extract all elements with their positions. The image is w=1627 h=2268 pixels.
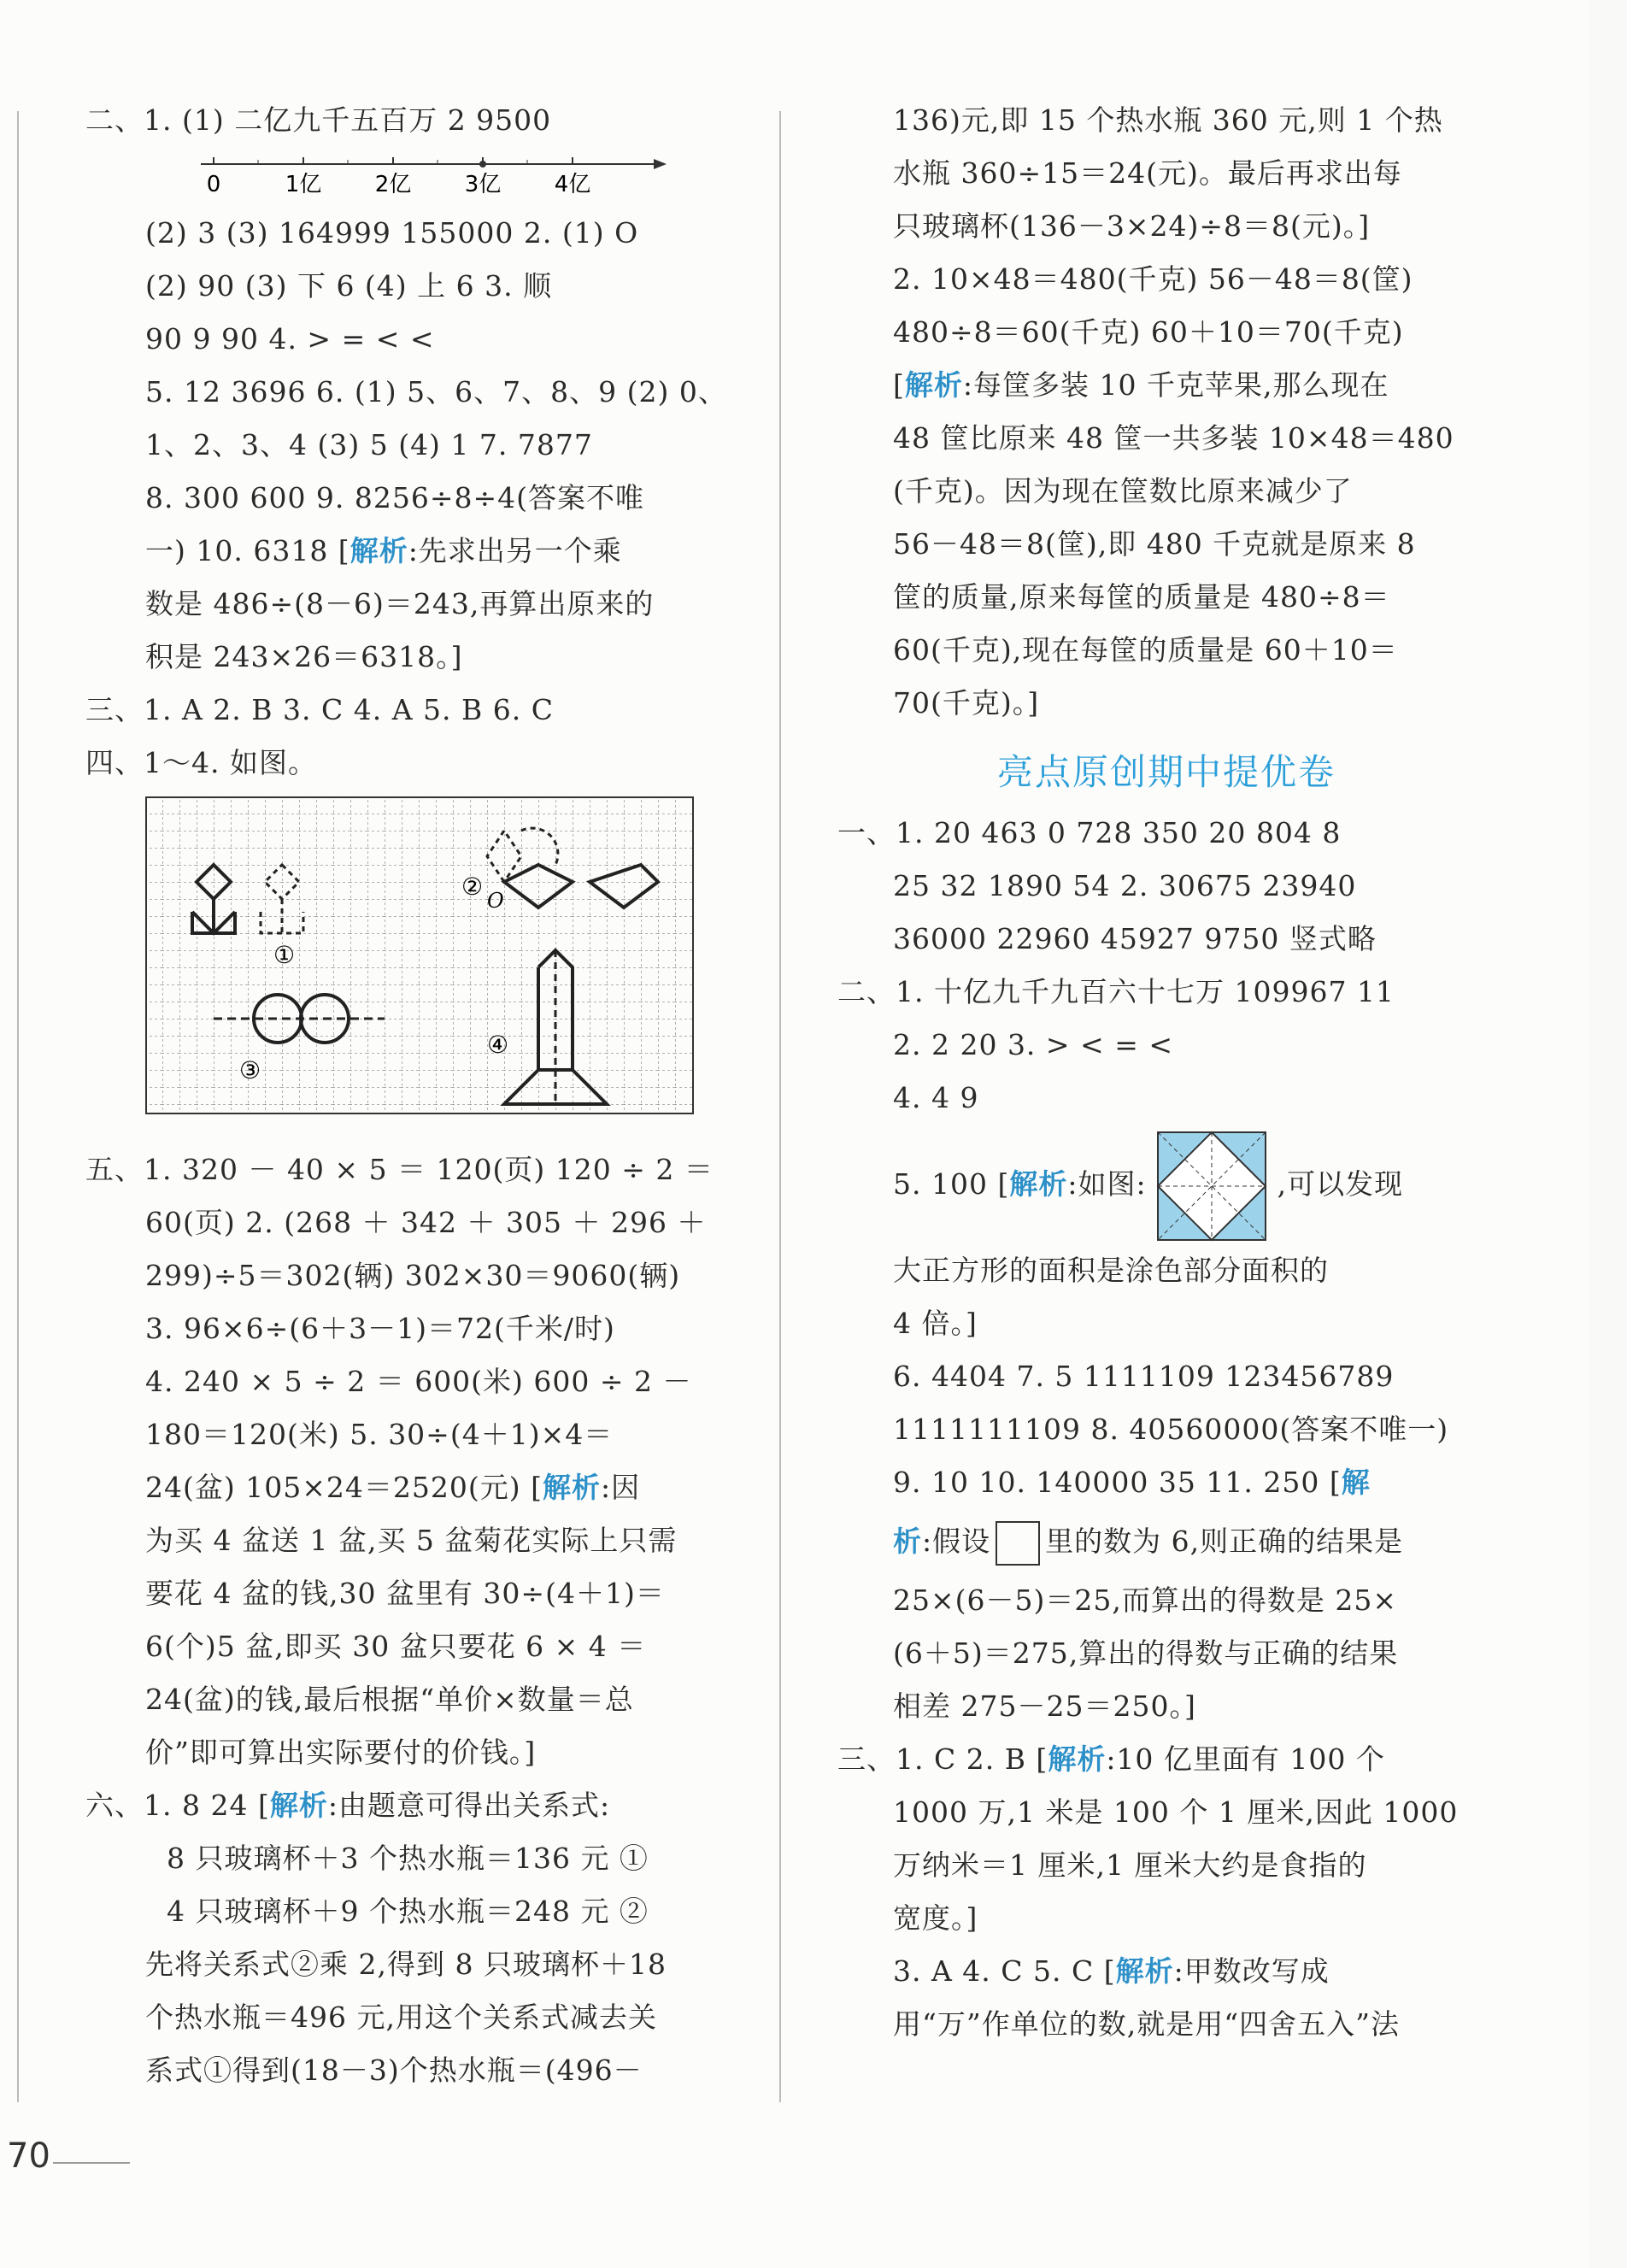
answer-line: [837, 359, 1495, 412]
answer-line: 1000 万,1 米是 100 个 1 厘米,因此 1000: [893, 1795, 1459, 1829]
answer-line: 180＝120(米) 5. 30÷(4＋1)×4＝: [145, 1418, 614, 1451]
text: 六、1. 8 24 [: [85, 1789, 270, 1822]
answer-line: 60(千克),现在每筐的质量是 60＋10＝: [893, 633, 1398, 667]
answer-line: 36000 22960 45927 9750 竖式略: [893, 922, 1377, 955]
answer-line: 要花 4 盆的钱,30 盆里有 30÷(4＋1)＝: [145, 1577, 665, 1610]
answer-line: 70(千克)。]: [893, 686, 1040, 720]
answer-line: 2. 10×48＝480(千克) 56－48＝8(筐): [893, 262, 1413, 296]
answer-line: 个热水瓶＝496 元,用这个关系式减去关: [145, 2001, 657, 2034]
answer-line: 系式①得到(18－3)个热水瓶＝(496－: [145, 2054, 643, 2087]
answer-line: 25 32 1890 54 2. 30675 23940: [893, 869, 1357, 902]
answer-line: 数是 486÷(8－6)＝243,再算出原来的: [145, 587, 655, 620]
answer-line: 6. 4404 7. 5 1111109 123456789: [893, 1360, 1395, 1393]
grid-figure: [145, 796, 795, 1138]
answer-line: 二、1. (1) 二亿九千五百万 2 9500: [85, 103, 552, 137]
answer-line: 筐的质量,原来每筐的质量是 480÷8＝: [893, 580, 1390, 614]
tick-label: 2亿: [374, 172, 412, 197]
answer-line: 8 只玻璃杯＋3 个热水瓶＝136 元 ①: [167, 1842, 649, 1875]
answer-line: 价”即可算出实际要付的价钱。]: [145, 1736, 537, 1769]
text: :由题意可得出关系式:: [327, 1789, 611, 1822]
tick-label: 1亿: [285, 172, 322, 197]
answer-line: 一、1. 20 463 0 728 350 20 804 8: [837, 816, 1342, 849]
answer-line: [837, 1509, 1495, 1574]
answer-line: 万纳米＝1 厘米,1 厘米大约是食指的: [893, 1848, 1367, 1882]
answer-line: [85, 1461, 735, 1514]
answer-line: 136)元,即 15 个热水瓶 360 元,则 1 个热: [893, 103, 1443, 137]
answer-line: 只玻璃杯(136－3×24)÷8＝8(元)。]: [893, 209, 1371, 243]
answer-line: 五、1. 320 － 40 × 5 ＝ 120(页) 120 ÷ 2 ＝: [85, 1153, 714, 1186]
answer-line: [837, 1733, 1495, 1786]
answer-line: 4. 240 × 5 ÷ 2 ＝ 600(米) 600 ÷ 2 －: [145, 1365, 692, 1398]
tick-label: 0: [206, 172, 221, 197]
number-line: [85, 147, 735, 207]
answer-line: [837, 1125, 1495, 1244]
answer-line: 25×(6－5)＝25,而算出的得数是 25×: [893, 1583, 1397, 1617]
text: :每筐多装 10 千克苹果,那么现在: [962, 368, 1389, 402]
text: [: [893, 368, 905, 402]
analysis-label: 解析: [904, 368, 963, 402]
text: 3. A 4. C 5. C [: [893, 1954, 1116, 1988]
answer-line: 积是 243×26＝6318。]: [145, 640, 463, 673]
answer-line: 5. 12 3696 6. (1) 5、6、7、8、9 (2) 0、: [145, 375, 727, 408]
answer-line: 为买 4 盆送 1 盆,买 5 盆菊花实际上只需: [145, 1524, 678, 1557]
analysis-label: 解析: [349, 534, 408, 567]
answer-line: 48 筐比原来 48 筐一共多装 10×48＝480: [893, 421, 1454, 455]
number-line-point: [479, 161, 486, 167]
answer-line: 8. 300 600 9. 8256÷8÷4(答案不唯: [145, 481, 645, 514]
text: 一) 10. 6318 [: [145, 534, 350, 567]
text: :甲数改写成: [1173, 1954, 1330, 1988]
analysis-label: 解析: [1009, 1167, 1068, 1201]
answer-line: 3. 96×6÷(6＋3－1)＝72(千米/时): [145, 1312, 615, 1345]
text: 9. 10 10. 140000 35 11. 250 [: [893, 1466, 1342, 1499]
answer-line: 宽度。]: [893, 1901, 978, 1935]
answer-line: 6(个)5 盆,即买 30 盆只要花 6 × 4 ＝: [145, 1630, 647, 1663]
answer-line: 三、1. A 2. B 3. C 4. A 5. B 6. C: [85, 693, 554, 726]
analysis-label: 解析: [542, 1471, 601, 1504]
section-title: 亮点原创期中提优卷: [996, 751, 1336, 793]
square-diagram: [1156, 1131, 1267, 1242]
answer-line: 相差 275－25＝250。]: [893, 1689, 1196, 1723]
answer-line: [85, 525, 735, 578]
analysis-label: 解: [1341, 1466, 1371, 1499]
answer-line: [837, 1945, 1495, 1998]
answer-line: 用“万”作单位的数,就是用“四舍五入”法: [893, 2007, 1400, 2041]
answer-line: (6＋5)＝275,算出的得数与正确的结果: [893, 1636, 1399, 1670]
page-number: 70: [7, 2136, 50, 2176]
label-2: ②: [461, 873, 484, 901]
analysis-label: 解析: [1048, 1742, 1107, 1776]
text: 5. 100 [: [893, 1167, 1010, 1201]
tick-label: 4亿: [554, 172, 591, 197]
answer-line: 56－48＝8(筐),即 480 千克就是原来 8: [893, 527, 1416, 561]
text: :假设: [922, 1525, 991, 1558]
analysis-label: 解析: [1115, 1954, 1174, 1988]
text: :10 亿里面有 100 个: [1106, 1742, 1385, 1776]
answer-line: 先将关系式②乘 2,得到 8 只玻璃杯＋18: [145, 1948, 667, 1981]
answer-line: 1111111109 8. 40560000(答案不唯一): [893, 1413, 1449, 1446]
answer-line: 二、1. 十亿九千九百六十七万 109967 11: [837, 975, 1395, 1008]
text: :先求出另一个乘: [408, 534, 622, 567]
text: :因: [600, 1471, 641, 1504]
analysis-label: 析: [893, 1525, 922, 1558]
answer-line: 4. 4 9: [893, 1081, 979, 1114]
answer-line: 90 9 90 4. > = < <: [145, 322, 435, 355]
answer-line: 水瓶 360÷15＝24(元)。最后再求出每: [893, 156, 1402, 190]
answer-line: 299)÷5＝302(辆) 302×30＝9060(辆): [145, 1259, 681, 1292]
answer-line: 1、2、3、4 (3) 5 (4) 1 7. 7877: [145, 428, 593, 461]
answer-line: 四、1～4. 如图。: [85, 746, 317, 779]
answer-line: (2) 90 (3) 下 6 (4) 上 6 3. 顺: [145, 269, 553, 303]
right-column: [837, 94, 1495, 2051]
label-4: ④: [487, 1031, 509, 1059]
analysis-label: 解析: [269, 1789, 328, 1822]
label-o: O: [487, 889, 504, 913]
answer-line: 60(页) 2. (268 ＋ 342 ＋ 305 ＋ 296 ＋: [145, 1206, 707, 1239]
answer-line: 4 倍。]: [893, 1307, 978, 1340]
blank-box: [996, 1521, 1040, 1566]
text: 24(盆) 105×24＝2520(元) [: [145, 1471, 543, 1504]
label-1: ①: [273, 941, 296, 969]
answer-line: 480÷8＝60(千克) 60＋10＝70(千克): [893, 315, 1404, 349]
text: ,可以发现: [1277, 1167, 1404, 1201]
answer-line: [85, 1779, 735, 1832]
text: 里的数为 6,则正确的结果是: [1045, 1525, 1404, 1558]
answer-line: 24(盆)的钱,最后根据“单价×数量＝总: [145, 1683, 634, 1716]
answer-line: [837, 1456, 1495, 1509]
label-3: ③: [239, 1056, 261, 1084]
answer-line: (2) 3 (3) 164999 155000 2. (1) O: [145, 216, 639, 250]
tick-label: 3亿: [464, 172, 502, 197]
text: 三、1. C 2. B [: [837, 1742, 1048, 1776]
answer-line: 2. 2 20 3. > < = <: [893, 1028, 1173, 1061]
page-number-rule: [53, 2162, 130, 2164]
left-margin-line: [17, 111, 19, 2102]
text: :如图:: [1067, 1167, 1147, 1201]
answer-line: 4 只玻璃杯＋9 个热水瓶＝248 元 ②: [167, 1895, 649, 1928]
answer-line: (千克)。因为现在筐数比原来减少了: [893, 474, 1353, 508]
answer-line: 大正方形的面积是涂色部分面积的: [893, 1254, 1329, 1287]
left-column: [85, 94, 735, 2097]
